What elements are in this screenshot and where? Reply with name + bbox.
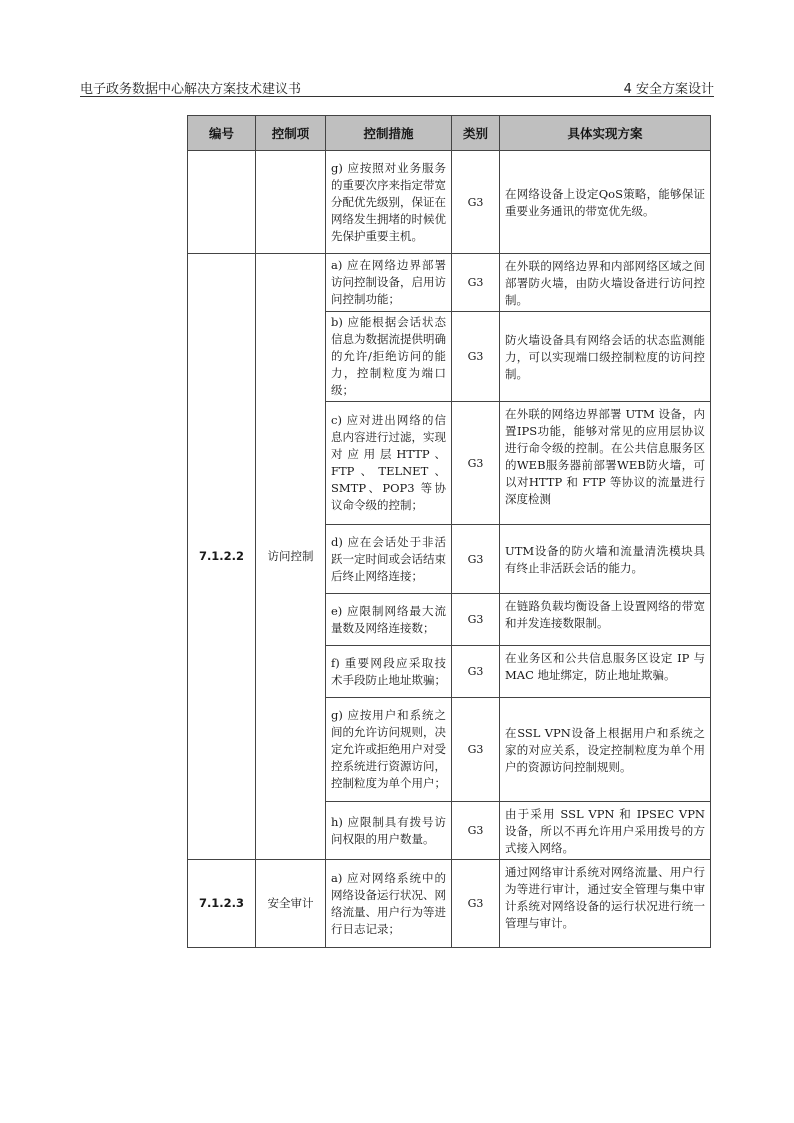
category-cell: G3 bbox=[452, 594, 500, 646]
category-cell: G3 bbox=[452, 525, 500, 594]
measure-cell: g) 应按照对业务服务的重要次序来指定带宽分配优先级别，保证在网络发生拥堵的时候优先保护重要主机。 bbox=[326, 151, 452, 254]
category-cell: G3 bbox=[452, 646, 500, 698]
implementation-cell: 在SSL VPN设备上根据用户和系统之家的对应关系，设定控制粒度为单个用户的资源访问控制规则。 bbox=[500, 698, 711, 802]
measure-cell: d) 应在会话处于非活跃一定时间或会话结束后终止网络连接； bbox=[326, 525, 452, 594]
control-item-cell: 访问控制 bbox=[256, 254, 326, 860]
column-header-category: 类别 bbox=[452, 116, 500, 151]
implementation-cell: UTM设备的防火墙和流量清洗模块具有终止非活跃会话的能力。 bbox=[500, 525, 711, 594]
implementation-cell: 防火墙设备具有网络会话的状态监测能力，可以实现端口级控制粒度的访问控制。 bbox=[500, 312, 711, 402]
implementation-cell: 在链路负载均衡设备上设置网络的带宽和并发连接数限制。 bbox=[500, 594, 711, 646]
header-divider bbox=[80, 96, 714, 97]
category-cell: G3 bbox=[452, 860, 500, 948]
section-number-cell: 7.1.2.3 bbox=[188, 860, 256, 948]
category-cell: G3 bbox=[452, 402, 500, 525]
category-cell: G3 bbox=[452, 151, 500, 254]
measure-cell: e) 应限制网络最大流量数及网络连接数； bbox=[326, 594, 452, 646]
implementation-cell: 通过网络审计系统对网络流量、用户行为等进行审计，通过安全管理与集中审计系统对网络设备的运行状况进行统一管理与审计。 bbox=[500, 860, 711, 948]
document-title: 电子政务数据中心解决方案技术建议书 bbox=[80, 82, 302, 97]
security-measures-table bbox=[187, 115, 711, 948]
measure-cell: f) 重要网段应采取技术手段防止地址欺骗； bbox=[326, 646, 452, 698]
implementation-cell: 在网络设备上设定QoS策略，能够保证重要业务通讯的带宽优先级。 bbox=[500, 151, 711, 254]
column-header-control-measure: 控制措施 bbox=[326, 116, 452, 151]
measure-cell: b) 应能根据会话状态信息为数据流提供明确的允许/拒绝访问的能力，控制粒度为端口级； bbox=[326, 312, 452, 402]
table-row bbox=[188, 151, 711, 254]
measure-cell: c) 应对进出网络的信息内容进行过滤，实现对应用层HTTP、FTP、TELNET、SMTP、POP3 等协议命令级的控制； bbox=[326, 402, 452, 525]
table-row bbox=[188, 860, 711, 948]
category-cell: G3 bbox=[452, 698, 500, 802]
chapter-title: 4 安全方案设计 bbox=[623, 82, 714, 97]
column-header-implementation: 具体实现方案 bbox=[500, 116, 711, 151]
measure-cell: a) 应在网络边界部署访问控制设备，启用访问控制功能； bbox=[326, 254, 452, 312]
section-number-cell: 7.1.2.2 bbox=[188, 254, 256, 860]
implementation-cell: 在业务区和公共信息服务区设定 IP 与 MAC 地址绑定，防止地址欺骗。 bbox=[500, 646, 711, 698]
category-cell: G3 bbox=[452, 312, 500, 402]
column-header-control-item: 控制项 bbox=[256, 116, 326, 151]
implementation-cell: 在外联的网络边界和内部网络区域之间部署防火墙，由防火墙设备进行访问控制。 bbox=[500, 254, 711, 312]
table-header-row bbox=[188, 116, 711, 151]
measure-cell: g) 应按用户和系统之间的允许访问规则，决定允许或拒绝用户对受控系统进行资源访问，控制粒度为单个用户； bbox=[326, 698, 452, 802]
page-header bbox=[80, 78, 714, 97]
category-cell: G3 bbox=[452, 254, 500, 312]
table-row bbox=[188, 254, 711, 312]
column-header-number: 编号 bbox=[188, 116, 256, 151]
measure-cell: h) 应限制具有拨号访问权限的用户数量。 bbox=[326, 802, 452, 860]
control-item-cell bbox=[256, 151, 326, 254]
control-item-cell: 安全审计 bbox=[256, 860, 326, 948]
number-cell bbox=[188, 151, 256, 254]
category-cell: G3 bbox=[452, 802, 500, 860]
implementation-cell: 在外联的网络边界部署 UTM 设备，内置IPS功能，能够对常见的应用层协议进行命令级的控制。在公共信息服务区的WEB服务器前部署WEB防火墙，可以对HTTP 和 FTP 等协议的流量进行深度检测 bbox=[500, 402, 711, 525]
measure-cell: a) 应对网络系统中的网络设备运行状况、网络流量、用户行为等进行日志记录； bbox=[326, 860, 452, 948]
implementation-cell: 由于采用 SSL VPN 和 IPSEC VPN 设备，所以不再允许用户采用拨号的方式接入网络。 bbox=[500, 802, 711, 860]
